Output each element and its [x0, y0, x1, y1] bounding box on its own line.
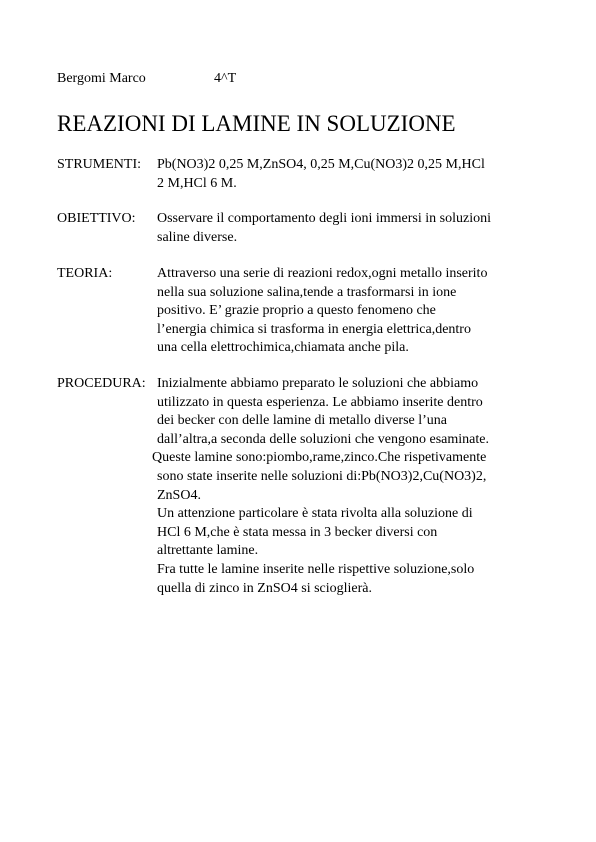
text-line: una cella elettrochimica,chiamata anche pila. — [157, 340, 409, 356]
section-label-procedura: PROCEDURA: — [57, 376, 146, 391]
text-line: nella sua soluzione salina,tende a trasformarsi in ione — [157, 284, 457, 300]
text-line: dei becker con delle lamine di metallo diverse l’una — [157, 413, 447, 429]
text-line: l’energia chimica si trasforma in energia elettrica,dentro — [157, 321, 471, 337]
section-body-teoria — [157, 265, 487, 358]
text-line: altrettante lamine. — [157, 543, 259, 559]
text-line: saline diverse. — [157, 229, 238, 245]
section-label-obiettivo: OBIETTIVO: — [57, 211, 136, 226]
section-body-obiettivo — [157, 210, 491, 247]
text-line: sono state inserite nelle soluzioni di:Pb(NO3)2,Cu(NO3)2, — [157, 468, 487, 484]
text-line: positivo. E’ grazie proprio a questo fenomeno che — [157, 303, 436, 319]
document-title: REAZIONI DI LAMINE IN SOLUZIONE — [57, 111, 456, 136]
section-body-procedura — [152, 375, 489, 598]
section-label-teoria: TEORIA: — [57, 266, 113, 281]
text-line: dall’altra,a seconda delle soluzioni che vengono esaminate. — [157, 431, 489, 447]
text-line: Osservare il comportamento degli ioni immersi in soluzioni — [157, 211, 491, 226]
text-line: utilizzato in questa esperienza. Le abbiamo inserite dentro — [157, 394, 483, 410]
text-line: ZnSO4. — [157, 487, 201, 503]
text-line: Attraverso una serie di reazioni redox,ogni metallo inserito — [157, 266, 488, 281]
text-line: HCl 6 M,che è stata messa in 3 becker diversi con — [157, 524, 438, 540]
text-line: Fra tutte le lamine inserite nelle rispettive soluzione,solo — [157, 561, 475, 577]
section-body-strumenti — [157, 156, 485, 193]
text-line: Inizialmente abbiamo preparato le soluzioni che abbiamo — [157, 376, 479, 391]
text-line: quella di zinco in ZnSO4 si scioglierà. — [157, 580, 373, 596]
text-line: Queste lamine sono:piombo,rame,zinco.Che rispetivamente — [152, 450, 487, 466]
class-label: 4^T — [214, 71, 237, 86]
author-name: Bergomi Marco — [57, 71, 146, 86]
text-line: Un attenzione particolare è stata rivolta alla soluzione di — [157, 506, 473, 522]
text-line: 2 M,HCl 6 M. — [157, 175, 237, 191]
text-line: Pb(NO3)2 0,25 M,ZnSO4, 0,25 M,Cu(NO3)2 0,25 M,HCl — [157, 157, 485, 172]
section-label-strumenti: STRUMENTI: — [57, 157, 141, 172]
